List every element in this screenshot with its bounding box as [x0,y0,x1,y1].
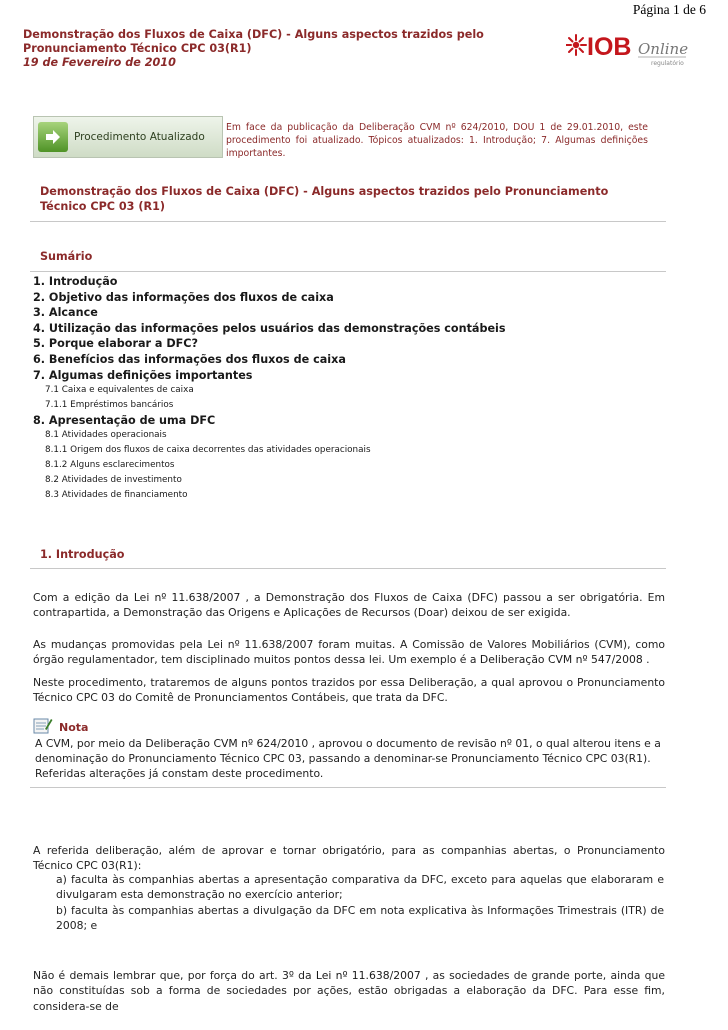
intro-title: 1. Introdução [40,548,125,561]
paragraph-text: As mudanças promovidas pela Lei nº 11.638/2007 foram muitas. A Comissão de Valores Mobiliários (CVM), como órgão regulamentador, tem disciplinado muitos pontos dessa lei. Um exemplo é a [33,638,665,667]
toc-subitem[interactable]: 8.1.2 Alguns esclarecimentos [45,459,175,470]
toc-subitem[interactable]: 8.2 Atividades de investimento [45,474,182,485]
table-of-contents [33,274,653,502]
divider [30,221,666,222]
toc-subitem[interactable]: 8.3 Atividades de financiamento [45,489,188,500]
lei-11638-link[interactable]: Lei nº 11.638/2007 [315,969,421,982]
list-item: b) faculta às companhias abertas a divulgação da DFC em nota explicativa às Informações Trimestrais (ITR) de 2008; e [56,904,664,932]
paragraph-text: . [642,653,650,667]
deliberacao-547-link[interactable]: Deliberação CVM nº 547/2008 [479,653,643,667]
summary-title: Sumário [40,250,93,263]
paragraph [33,637,665,668]
list-item: a) faculta às companhias abertas a apresentação comparativa da DFC, exceto para aquelas que elaboraram e divulgaram esta demonstração no exercício anterior; [56,873,664,901]
deliberacao-624-link[interactable]: Deliberação CVM nº 624/2010 [145,737,309,750]
main-title: Demonstração dos Fluxos de Caixa (DFC) - Alguns aspectos trazidos pelo Pronunciamento Técnico CPC 03 (R1) [40,185,609,213]
toc-subitem[interactable]: 8.1.1 Origem dos fluxos de caixa decorrentes das atividades operacionais [45,445,371,456]
refresh-arrows-icon [38,122,68,152]
paragraph-text: , as sociedades de grande porte, ainda que não constituídas sob a forma de sociedades por ações, estão obrigadas a elaboração da DFC. Para esse fim, considera-se de [33,969,665,1013]
page-number: Página 1 de 6 [632,2,706,17]
note-box [33,716,665,781]
document-title: Demonstração dos Fluxos de Caixa (DFC) - Alguns aspectos trazidos pelo Pronunciamento Técnico CPC 03(R1) [23,28,484,55]
note-text-part: , aprovou o documento de revisão nº 01, o qual alterou itens e a denominação do Pronunciamento Técnico CPC 03, passando a denominar-se Pronunciamento Técnico CPC 03(R1). Referidas alterações já constam deste procedimento. [35,737,661,780]
divider [30,568,666,569]
iob-online-logo[interactable] [566,26,688,68]
update-notice: Em face da publicação da Deliberação CVM nº 624/2010, DOU 1 de 29.01.2010, este procedimento foi atualizado. Tópicos atualizados: 1. Introdução; 7. Algumas definições importantes. [226,122,648,159]
document-date: 19 de Fevereiro de 2010 [23,56,176,69]
toc-item[interactable]: 5. Porque elaborar a DFC? [33,337,199,351]
paragraph [33,590,665,621]
toc-subitem[interactable]: 7.1 Caixa e equivalentes de caixa [45,385,194,396]
paragraph-text: Não é demais lembrar que, por força do art. 3º da [33,969,316,982]
document-header [23,28,543,70]
toc-item[interactable]: 7. Algumas definições importantes [33,368,253,382]
paragraph [33,968,665,1014]
logo-script: Online [638,40,688,58]
paragraph: Neste procedimento, trataremos de alguns pontos trazidos por essa Deliberação, a qual aprovou o Pronunciamento Técnico CPC 03 do Comitê de Pronunciamentos Contábeis, que trata da DFC. [33,676,665,705]
starburst-icon [566,35,586,55]
paragraph-text: , a Demonstração dos Fluxos de Caixa (DFC) passou a ser obrigatória. Em contrapartida, a Demonstração das Origens e Aplicações de Recursos (Doar) deixou de ser exigida. [33,591,665,620]
divider [30,787,666,788]
toc-subitem[interactable]: 7.1.1 Empréstimos bancários [45,399,174,410]
notepad-icon [33,717,53,734]
toc-item[interactable]: 8. Apresentação de uma DFC [33,413,216,427]
toc-subitem[interactable]: 8.1 Atividades operacionais [45,430,167,441]
toc-item[interactable]: 3. Alcance [33,306,98,320]
banner-label: Procedimento Atualizado [74,131,205,143]
procedimento-atualizado-banner[interactable] [33,116,223,158]
divider [30,271,666,272]
paragraph-text: Com a edição da [33,591,134,604]
note-text [33,737,665,781]
logo-tag: regulatório [651,60,684,67]
paragraph: A referida deliberação, além de aprovar e tornar obrigatório, para as companhias abertas, o Pronunciamento Técnico CPC 03(R1): [33,844,665,873]
toc-item[interactable]: 1. Introdução [33,275,118,288]
toc-item[interactable]: 4. Utilização das informações pelos usuários das demonstrações contábeis [33,321,506,335]
lei-11638-link[interactable]: Lei nº 11.638/2007 [133,591,241,604]
logo-text: IOB [587,33,632,61]
note-text-part: A CVM, por meio da [35,737,146,750]
toc-item[interactable]: 6. Benefícios das informações dos fluxos de caixa [33,352,346,366]
toc-item[interactable]: 2. Objetivo das informações dos fluxos de caixa [33,290,334,304]
note-title: Nota [59,721,89,734]
